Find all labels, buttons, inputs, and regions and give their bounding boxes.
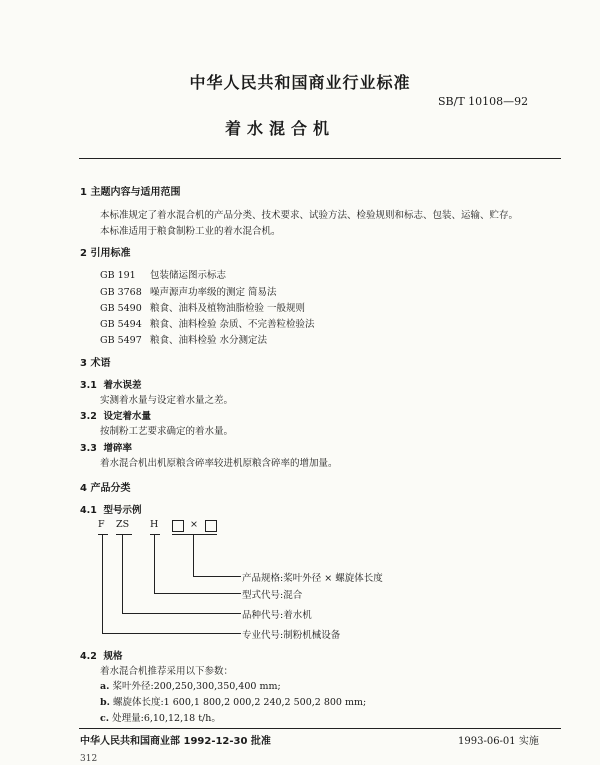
effective-date: 1993-06-01 实施 [458,736,539,747]
term-number: 3.1 [80,380,97,391]
leader-variety-vertical [122,534,123,613]
model-letter-h: H [150,519,159,530]
org-title: 中华人民共和国商业行业标准 [189,73,411,92]
reference-item [100,300,305,314]
approval-statement: 中华人民共和国商业部 1992-12-30 批准 [80,736,271,747]
term-3-2 [80,408,151,422]
term-3-3-definition: 着水混合机出机原粮含碎率较进机原粮含碎率的增加量。 [100,458,338,469]
parameter-item [100,678,281,692]
term-3-1 [80,377,141,391]
leader-type-horizontal [154,593,241,594]
leader-major-vertical [102,534,103,633]
reference-code: GB 3768 [100,287,142,298]
section-4-heading: 4 产品分类 [80,483,131,494]
term-3-2-definition: 按制粉工艺要求确定的着水量。 [100,426,234,437]
parameter-key: a. [100,681,110,692]
term-3-1-definition: 实测着水量与设定着水量之差。 [100,395,234,406]
parameter-item [100,710,221,724]
term-number: 3.3 [80,443,97,454]
footer-divider [79,728,561,729]
underline-spec [172,534,217,535]
leader-spec-vertical [193,534,194,576]
underline-zs [116,534,132,535]
reference-item [100,267,226,281]
term-number: 3.2 [80,411,97,422]
document-title: 着水混合机 [224,119,335,138]
term-title: 着水误差 [103,380,142,391]
clause-title: 规格 [103,651,123,662]
term-title: 增碎率 [103,443,132,454]
page-number: 312 [80,754,98,764]
reference-code: GB 5490 [100,303,142,314]
reference-code: GB 191 [100,270,136,281]
model-letter-zs: ZS [116,519,130,530]
model-times-sign: × [190,519,198,530]
leader-type-vertical [154,534,155,593]
section-1-paragraph-1: 本标准规定了着水混合机的产品分类、技术要求、试验方法、检验规则和标志、包装、运输、贮存。 [100,210,519,221]
reference-title: 包装储运图示标志 [150,270,227,281]
section-1-heading: 1 主题内容与适用范围 [80,187,181,198]
section-2-heading: 2 引用标准 [80,248,131,259]
clause-4-2-intro: 着水混合机推荐采用以下参数： [100,666,234,677]
model-spec-box-1 [172,520,184,532]
clause-4-2 [80,648,122,662]
label-type-code: 型式代号:混合 [242,590,303,601]
clause-number: 4.1 [80,505,97,516]
leader-major-horizontal [102,633,241,634]
reference-title: 噪声源声功率级的测定 简易法 [150,287,277,298]
reference-title: 粮食、油料检验 杂质、不完善粒检验法 [150,319,315,330]
label-major-code: 专业代号:制粉机械设备 [242,630,341,641]
leader-variety-horizontal [122,613,241,614]
clause-title: 型号示例 [103,505,142,516]
underline-h [150,534,160,535]
parameter-key: b. [100,697,110,708]
leader-spec-horizontal [193,576,241,577]
section-1-paragraph-2: 本标准适用于粮食制粉工业的着水混合机。 [100,226,281,237]
parameter-text: 桨叶外径:200,250,300,350,400 mm; [112,681,281,692]
section-3-heading: 3 术语 [80,358,111,369]
reference-code: GB 5494 [100,319,142,330]
label-product-spec: 产品规格:桨叶外径 × 螺旋体长度 [242,573,383,584]
reference-item [100,284,277,298]
parameter-text: 螺旋体长度:1 600,1 800,2 000,2 240,2 500,2 800 mm; [112,697,367,708]
label-variety-code: 品种代号:着水机 [242,610,312,621]
reference-title: 粮食、油料及植物油脂检验 一般规则 [150,303,306,314]
parameter-text: 处理量:6,10,12,18 t/h。 [112,713,221,724]
reference-title: 粮食、油料检验 水分测定法 [150,335,268,346]
parameter-item [100,694,366,708]
clause-4-1 [80,502,141,516]
term-title: 设定着水量 [103,411,151,422]
underline-f [98,534,108,535]
model-letter-f: F [98,519,105,530]
term-3-3 [80,440,132,454]
reference-code: GB 5497 [100,335,142,346]
parameter-key: c. [100,713,110,724]
clause-number: 4.2 [80,651,97,662]
header-divider [79,158,561,159]
standard-code: SB/T 10108—92 [438,95,529,108]
model-spec-box-2 [205,520,217,532]
reference-item [100,316,315,330]
reference-item [100,332,267,346]
